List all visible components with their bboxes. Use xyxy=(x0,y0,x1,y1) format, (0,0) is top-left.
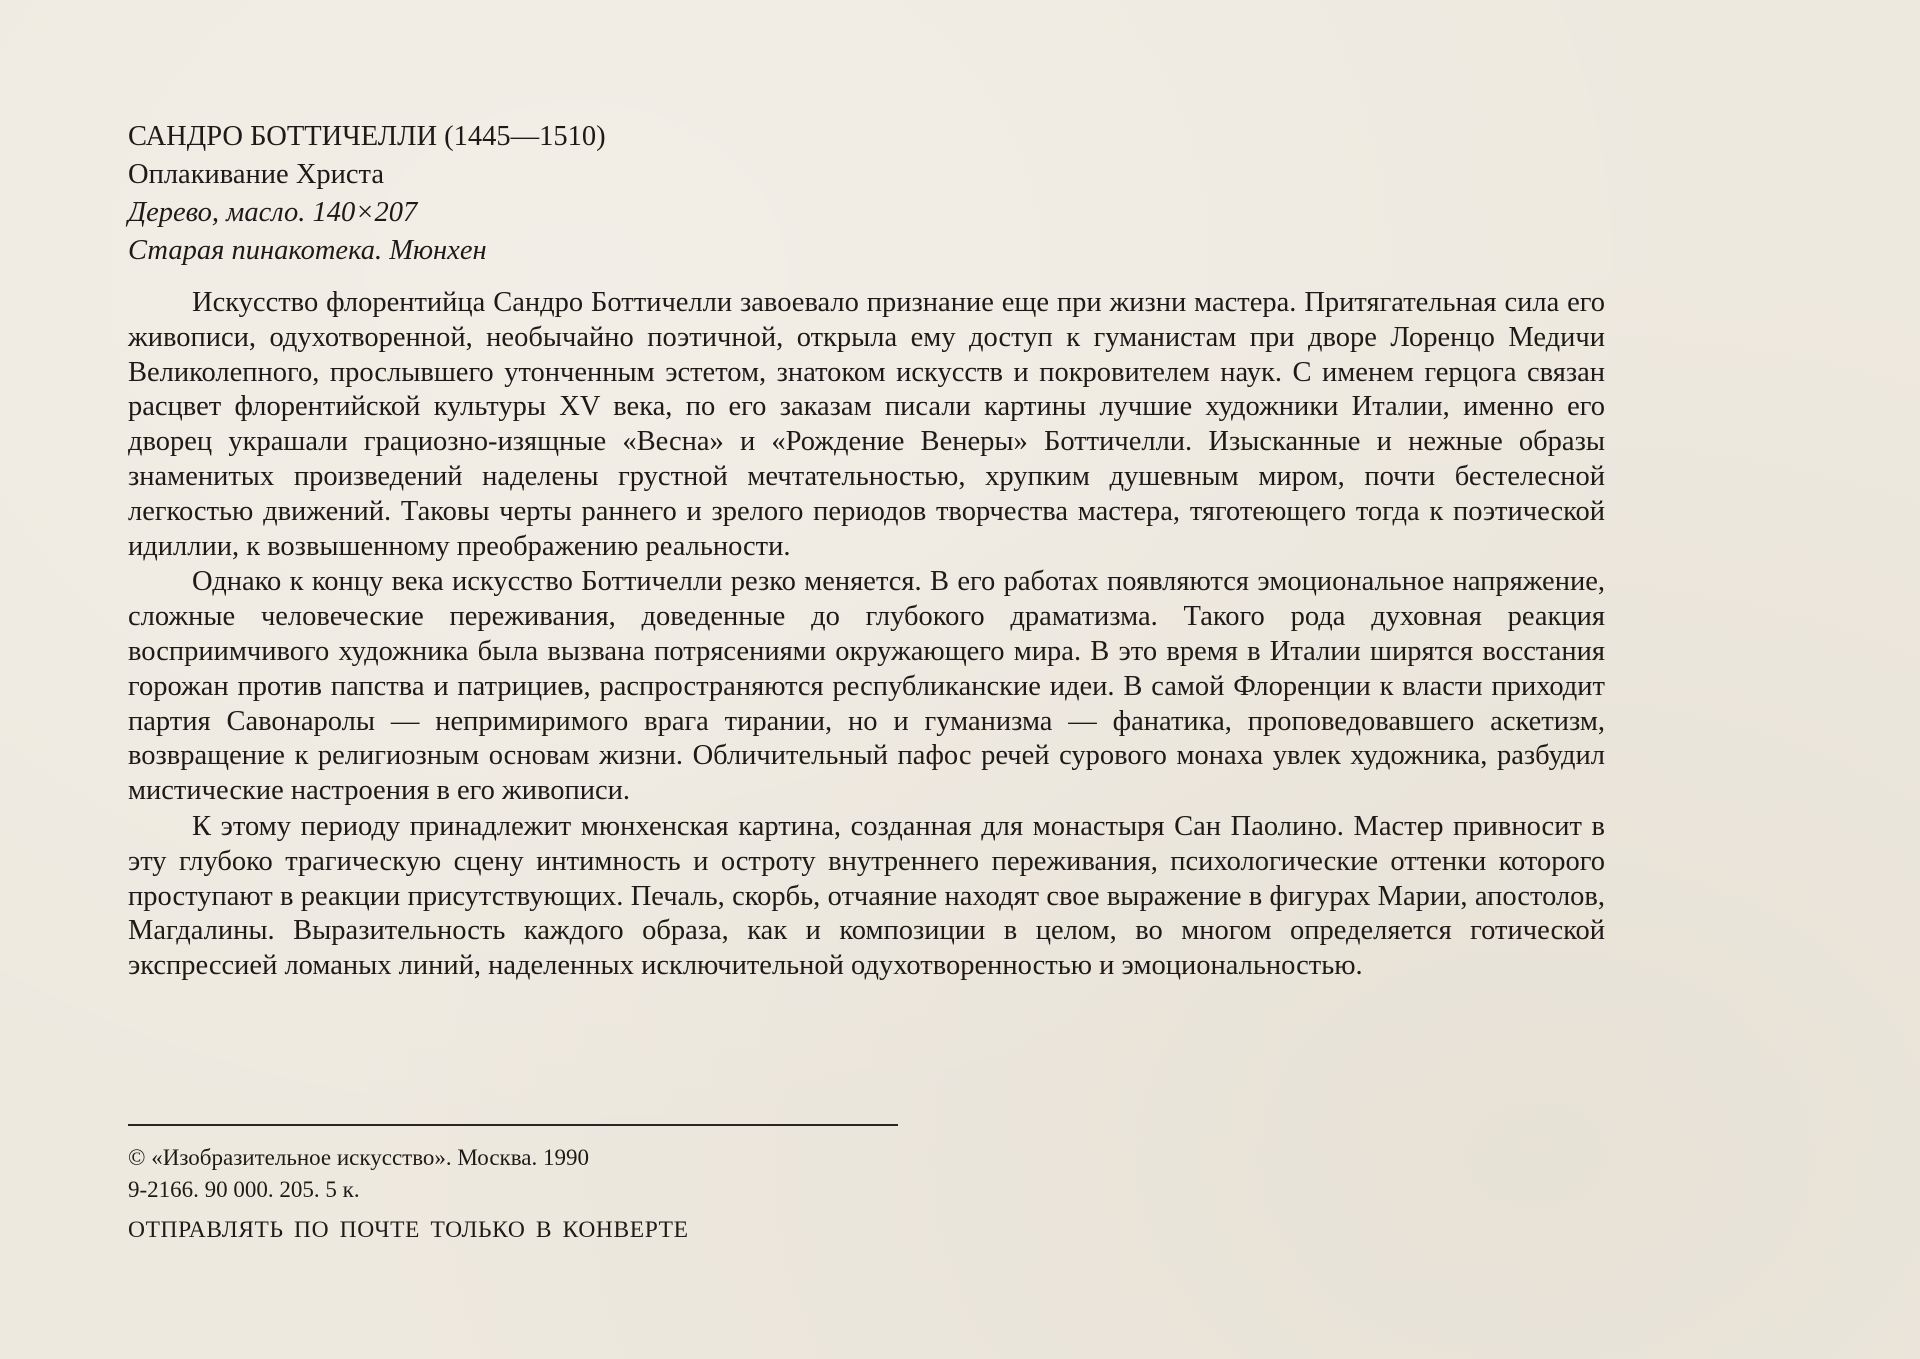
artwork-medium: Дерево, масло. 140×207 xyxy=(128,197,418,228)
divider-line xyxy=(128,1124,898,1126)
artist-name: САНДРО БОТТИЧЕЛЛИ (1445—1510) xyxy=(128,121,606,152)
artwork-location: Старая пинакотека. Мюнхен xyxy=(128,235,487,266)
artwork-caption xyxy=(128,118,1628,270)
copyright-line: © «Изобразительное искусство». Москва. 1990 xyxy=(128,1145,589,1170)
print-code: 9-2166. 90 000. 205. 5 к. xyxy=(128,1177,360,1202)
mailing-notice: ОТПРАВЛЯТЬ ПО ПОЧТЕ ТОЛЬКО В КОНВЕРТЕ xyxy=(128,1217,689,1243)
paragraph: Однако к концу века искусство Боттичелли резко меняется. В его работах появляются эмоциональное напряжение, сложные человеческие переживания, доведенные до глубокого драматизма. Такого рода духовная реакция восприимчивого художника была вызвана потрясениями окружающего мира. В это время в Италии ширятся восстания горожан против папства и патрициев, распространяются республиканские идеи. В самой Флоренции к власти приходит партия Савонаролы — непримиримого врага тирании, но и гуманизма — фанатика, проповедовавшего аскетизм, возвращение к религиозным основам жизни. Обличительный пафос речей сурового монаха увлек художника, разбудил мистические настроения в его живописи. xyxy=(128,566,1605,807)
paragraph: Искусство флорентийца Сандро Боттичелли завоевало признание еще при жизни мастера. Притягательная сила его живописи, одухотворенной, необычайно поэтичной, открыла ему доступ к гуманистам при дворе Лоренцо Медичи Великолепного, прослывшего утонченным эстетом, знатоком искусств и покровителем наук. С именем герцога связан расцвет флорентийской культуры XV века, по его заказам писали картины лучшие художники Италии, именно его дворец украшали грациозно-изящные «Весна» и «Рождение Венеры» Боттичелли. Изысканные и нежные образы знаменитых произведений наделены грустной мечтательностью, хрупким душевным миром, почти бестелесной легкостью движений. Таковы черты раннего и зрелого периодов творчества мастера, тяготеющего тогда к поэтической идиллии, к возвышенному преображению реальности. xyxy=(128,287,1605,562)
artwork-title: Оплакивание Христа xyxy=(128,159,384,190)
description-text xyxy=(128,286,1605,985)
paragraph: К этому периоду принадлежит мюнхенская картина, созданная для монастыря Сан Паолино. Мастер привносит в эту глубоко трагическую сцену интимность и остроту внутреннего переживания, психологические оттенки которого проступают в реакции присутствующих. Печаль, скорбь, отчаяние находят свое выражение в фигурах Марии, апостолов, Магдалины. Выразительность каждого образа, как и композиции в целом, во многом определяется готической экспрессией ломаных линий, наделенных исключительной одухотворенностью и эмоциональностью. xyxy=(128,810,1605,982)
publisher-imprint xyxy=(128,1142,589,1206)
